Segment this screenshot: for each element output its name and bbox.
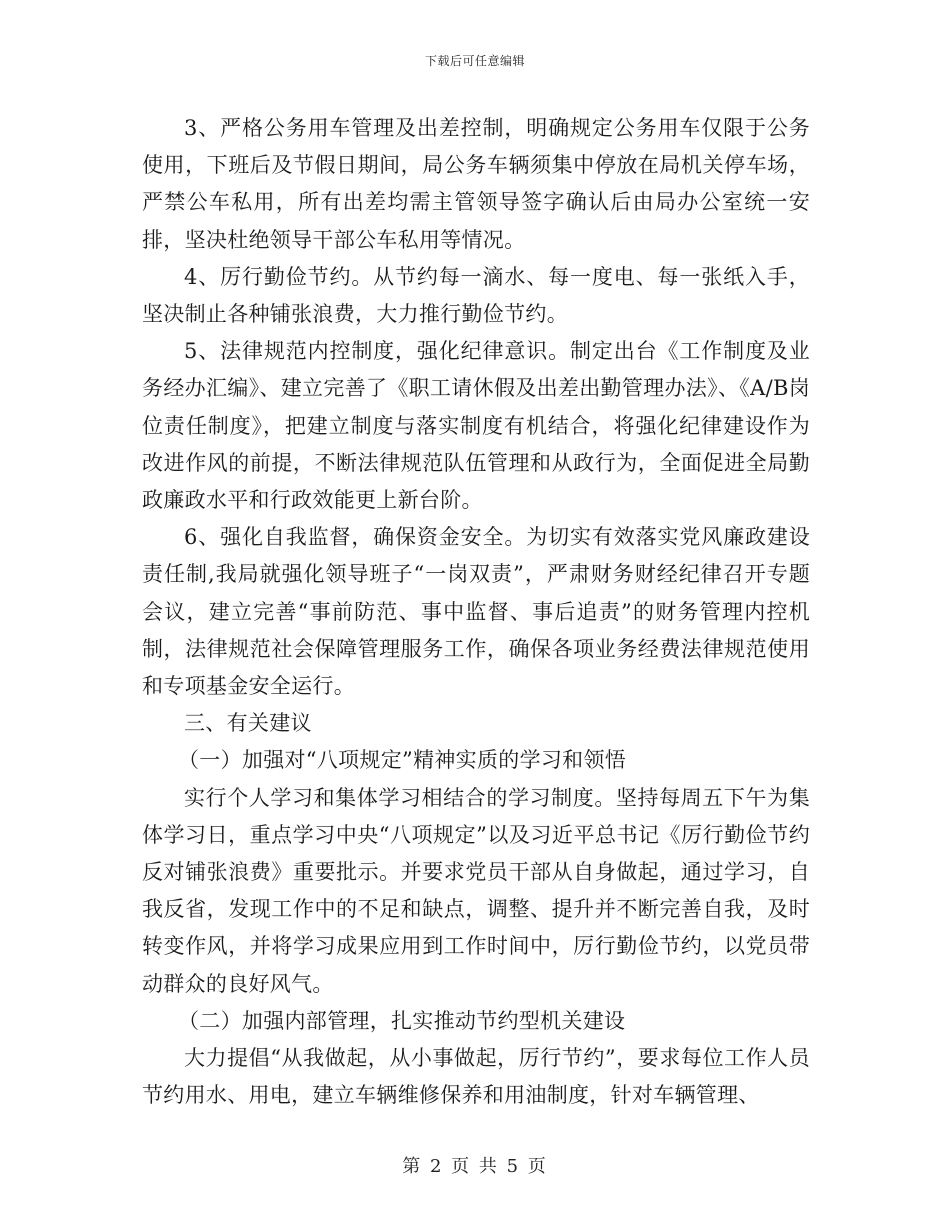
subheading-study: （一）加强对“八项规定”精神实质的学习和领悟: [178, 748, 627, 773]
page-header: 下载后可任意编辑: [424, 54, 525, 68]
paragraph-self-supervision: 6、强化自我监督，确保资金安全。为切实有效落实党风廉政建设责任制,我局就强化领导班子“一岗双责”，严肃财务财经纪律召开专题会议，建立完善“事前防范、事中监督、事后追责”的财务管理内控机制，法律规范社会保障管理服务工作，确保各项业务经费法律规范使用和专项基金安全运行。: [142, 525, 810, 699]
document-body: [142, 110, 810, 1114]
paragraph-conservation: 大力提倡“从我做起，从小事做起，厉行节约”，要求每位工作人员节约用水、用电，建立车辆维修保养和用油制度，针对车辆管理、: [142, 1046, 810, 1108]
paragraph-internal-control: 5、法律规范内控制度，强化纪律意识。制定出台《工作制度及业务经办汇编》、建立完善了《职工请休假及出差出勤管理办法》、《A/B岗位责任制度》，把建立制度与落实制度有机结合，将强化纪律建设作为改进作风的前提，不断法律规范队伍管理和从政行为，全面促进全局勤政廉政水平和行政效能更上新台阶。: [142, 339, 810, 513]
paragraph-vehicle-control: 3、严格公务用车管理及出差控制，明确规定公务用车仅限于公务使用，下班后及节假日期间，局公务车辆须集中停放在局机关停车场，严禁公车私用，所有出差均需主管领导签字确认后由局办公室统一安排，坚决杜绝领导干部公车私用等情况。: [142, 116, 810, 252]
subheading-management: （二）加强内部管理，扎实推动节约型机关建设: [178, 1008, 626, 1033]
page-footer: 第 2 页 共 5 页: [402, 1156, 548, 1177]
paragraph-frugality: 4、厉行勤俭节约。从节约每一滴水、每一度电、每一张纸入手，坚决制止各种铺张浪费，大力推行勤俭节约。: [142, 264, 810, 327]
section-heading-suggestions: 三、有关建议: [184, 711, 312, 736]
paragraph-study-system: 实行个人学习和集体学习相结合的学习制度。坚持每周五下午为集体学习日，重点学习中央“八项规定”以及习近平总书记《厉行勤俭节约反对铺张浪费》重要批示。并要求党员干部从自身做起，通过学习，自我反省，发现工作中的不足和缺点，调整、提升并不断完善自我，及时转变作风，并将学习成果应用到工作时间中，厉行勤俭节约，以党员带动群众的良好风气。: [142, 785, 810, 996]
